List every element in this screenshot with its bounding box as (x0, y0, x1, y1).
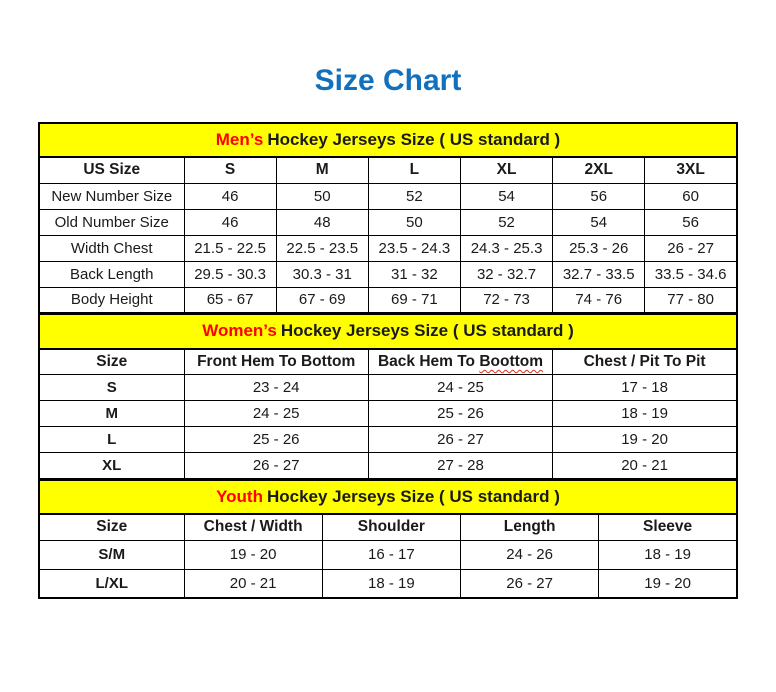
table-cell: 23 - 24 (184, 375, 368, 401)
youth-banner-highlight: Youth (216, 486, 263, 506)
row-label: Width Chest (39, 235, 184, 261)
column-header-l: L (368, 157, 460, 183)
table-cell: 46 (184, 209, 276, 235)
table-cell: 60 (645, 183, 737, 209)
table-cell: 26 - 27 (368, 427, 552, 453)
page-title: Size Chart (314, 64, 462, 97)
womens-section-banner (39, 315, 737, 349)
womens-banner-cell (39, 315, 737, 349)
table-row-back-length (39, 261, 737, 287)
table-cell: 18 - 19 (599, 540, 737, 569)
mens-banner-highlight: Men’s (215, 130, 264, 149)
table-cell: 46 (184, 183, 276, 209)
womens-banner-text: Hockey Jerseys Size ( US standard ) (280, 321, 574, 341)
table-cell: 74 - 76 (553, 287, 645, 313)
mens-size-table (38, 122, 738, 314)
table-row-youth-sm (39, 540, 737, 569)
table-cell: 26 - 27 (184, 453, 368, 479)
column-header-length: Length (461, 514, 599, 540)
row-label: S/M (39, 540, 184, 569)
table-row-womens-l (39, 427, 737, 453)
table-cell: 19 - 20 (184, 540, 322, 569)
column-header-size: Size (39, 514, 184, 540)
row-label: L (39, 427, 184, 453)
table-cell: 65 - 67 (184, 287, 276, 313)
table-cell: 24 - 26 (461, 540, 599, 569)
row-label: L/XL (39, 569, 184, 598)
table-cell: 16 - 17 (322, 540, 460, 569)
table-cell: 24 - 25 (184, 401, 368, 427)
table-cell: 25 - 26 (184, 427, 368, 453)
row-label: M (39, 401, 184, 427)
column-header-m: M (276, 157, 368, 183)
table-row-body-height (39, 287, 737, 313)
row-label: Old Number Size (39, 209, 184, 235)
row-label: New Number Size (39, 183, 184, 209)
table-cell: 25 - 26 (368, 401, 552, 427)
column-header-chest-pit: Chest / Pit To Pit (553, 349, 737, 375)
table-cell: 54 (460, 183, 552, 209)
row-label: Back Length (39, 261, 184, 287)
table-cell: 25.3 - 26 (553, 235, 645, 261)
table-cell: 67 - 69 (276, 287, 368, 313)
table-row-womens-xl (39, 453, 737, 479)
column-header-us-size: US Size (39, 157, 184, 183)
table-cell: 30.3 - 31 (276, 261, 368, 287)
table-cell: 17 - 18 (553, 375, 737, 401)
misspelled-word: Boottom (479, 352, 544, 370)
table-cell: 27 - 28 (368, 453, 552, 479)
youth-header-row (39, 514, 737, 540)
table-row-youth-lxl (39, 569, 737, 598)
table-cell: 23.5 - 24.3 (368, 235, 460, 261)
table-cell: 18 - 19 (322, 569, 460, 598)
table-row-womens-s (39, 375, 737, 401)
table-row-old-number-size (39, 209, 737, 235)
table-cell: 56 (553, 183, 645, 209)
table-cell: 77 - 80 (645, 287, 737, 313)
table-cell: 24 - 25 (368, 375, 552, 401)
table-row-new-number-size (39, 183, 737, 209)
column-header-sleeve: Sleeve (599, 514, 737, 540)
mens-section-banner (39, 123, 737, 157)
column-header-chest-width: Chest / Width (184, 514, 322, 540)
table-cell: 20 - 21 (184, 569, 322, 598)
row-label: Body Height (39, 287, 184, 313)
column-header-s: S (184, 157, 276, 183)
table-cell: 52 (460, 209, 552, 235)
table-cell: 50 (276, 183, 368, 209)
column-header-back-hem-text: Back Hem To (377, 352, 476, 370)
youth-banner-text: Hockey Jerseys Size ( US standard ) (266, 486, 560, 506)
column-header-xl: XL (460, 157, 552, 183)
table-cell: 26 - 27 (461, 569, 599, 598)
youth-size-table (38, 480, 738, 600)
table-cell: 19 - 20 (599, 569, 737, 598)
table-cell: 26 - 27 (645, 235, 737, 261)
table-cell: 54 (553, 209, 645, 235)
womens-banner-highlight: Women’s (202, 321, 277, 341)
table-cell: 52 (368, 183, 460, 209)
youth-section-banner (39, 480, 737, 514)
table-cell: 18 - 19 (553, 401, 737, 427)
table-cell: 72 - 73 (460, 287, 552, 313)
table-cell: 56 (645, 209, 737, 235)
table-cell: 20 - 21 (553, 453, 737, 479)
table-cell: 24.3 - 25.3 (460, 235, 552, 261)
womens-header-row (39, 349, 737, 375)
table-cell: 32.7 - 33.5 (553, 261, 645, 287)
youth-banner-cell (39, 480, 737, 514)
table-row-width-chest (39, 235, 737, 261)
womens-size-table (38, 314, 738, 480)
column-header-size: Size (39, 349, 184, 375)
table-cell: 29.5 - 30.3 (184, 261, 276, 287)
mens-header-row (39, 157, 737, 183)
table-cell: 33.5 - 34.6 (645, 261, 737, 287)
row-label: XL (39, 453, 184, 479)
row-label: S (39, 375, 184, 401)
table-cell: 32 - 32.7 (460, 261, 552, 287)
mens-banner-cell (39, 123, 737, 157)
table-cell: 21.5 - 22.5 (184, 235, 276, 261)
table-cell: 48 (276, 209, 368, 235)
table-cell: 31 - 32 (368, 261, 460, 287)
column-header-back-hem (368, 349, 552, 375)
column-header-shoulder: Shoulder (322, 514, 460, 540)
column-header-3xl: 3XL (645, 157, 737, 183)
column-header-2xl: 2XL (553, 157, 645, 183)
table-cell: 50 (368, 209, 460, 235)
mens-banner-text: Hockey Jerseys Size ( US standard ) (267, 130, 561, 149)
table-row-womens-m (39, 401, 737, 427)
column-header-front-hem: Front Hem To Bottom (184, 349, 368, 375)
table-cell: 69 - 71 (368, 287, 460, 313)
table-cell: 19 - 20 (553, 427, 737, 453)
table-cell: 22.5 - 23.5 (276, 235, 368, 261)
